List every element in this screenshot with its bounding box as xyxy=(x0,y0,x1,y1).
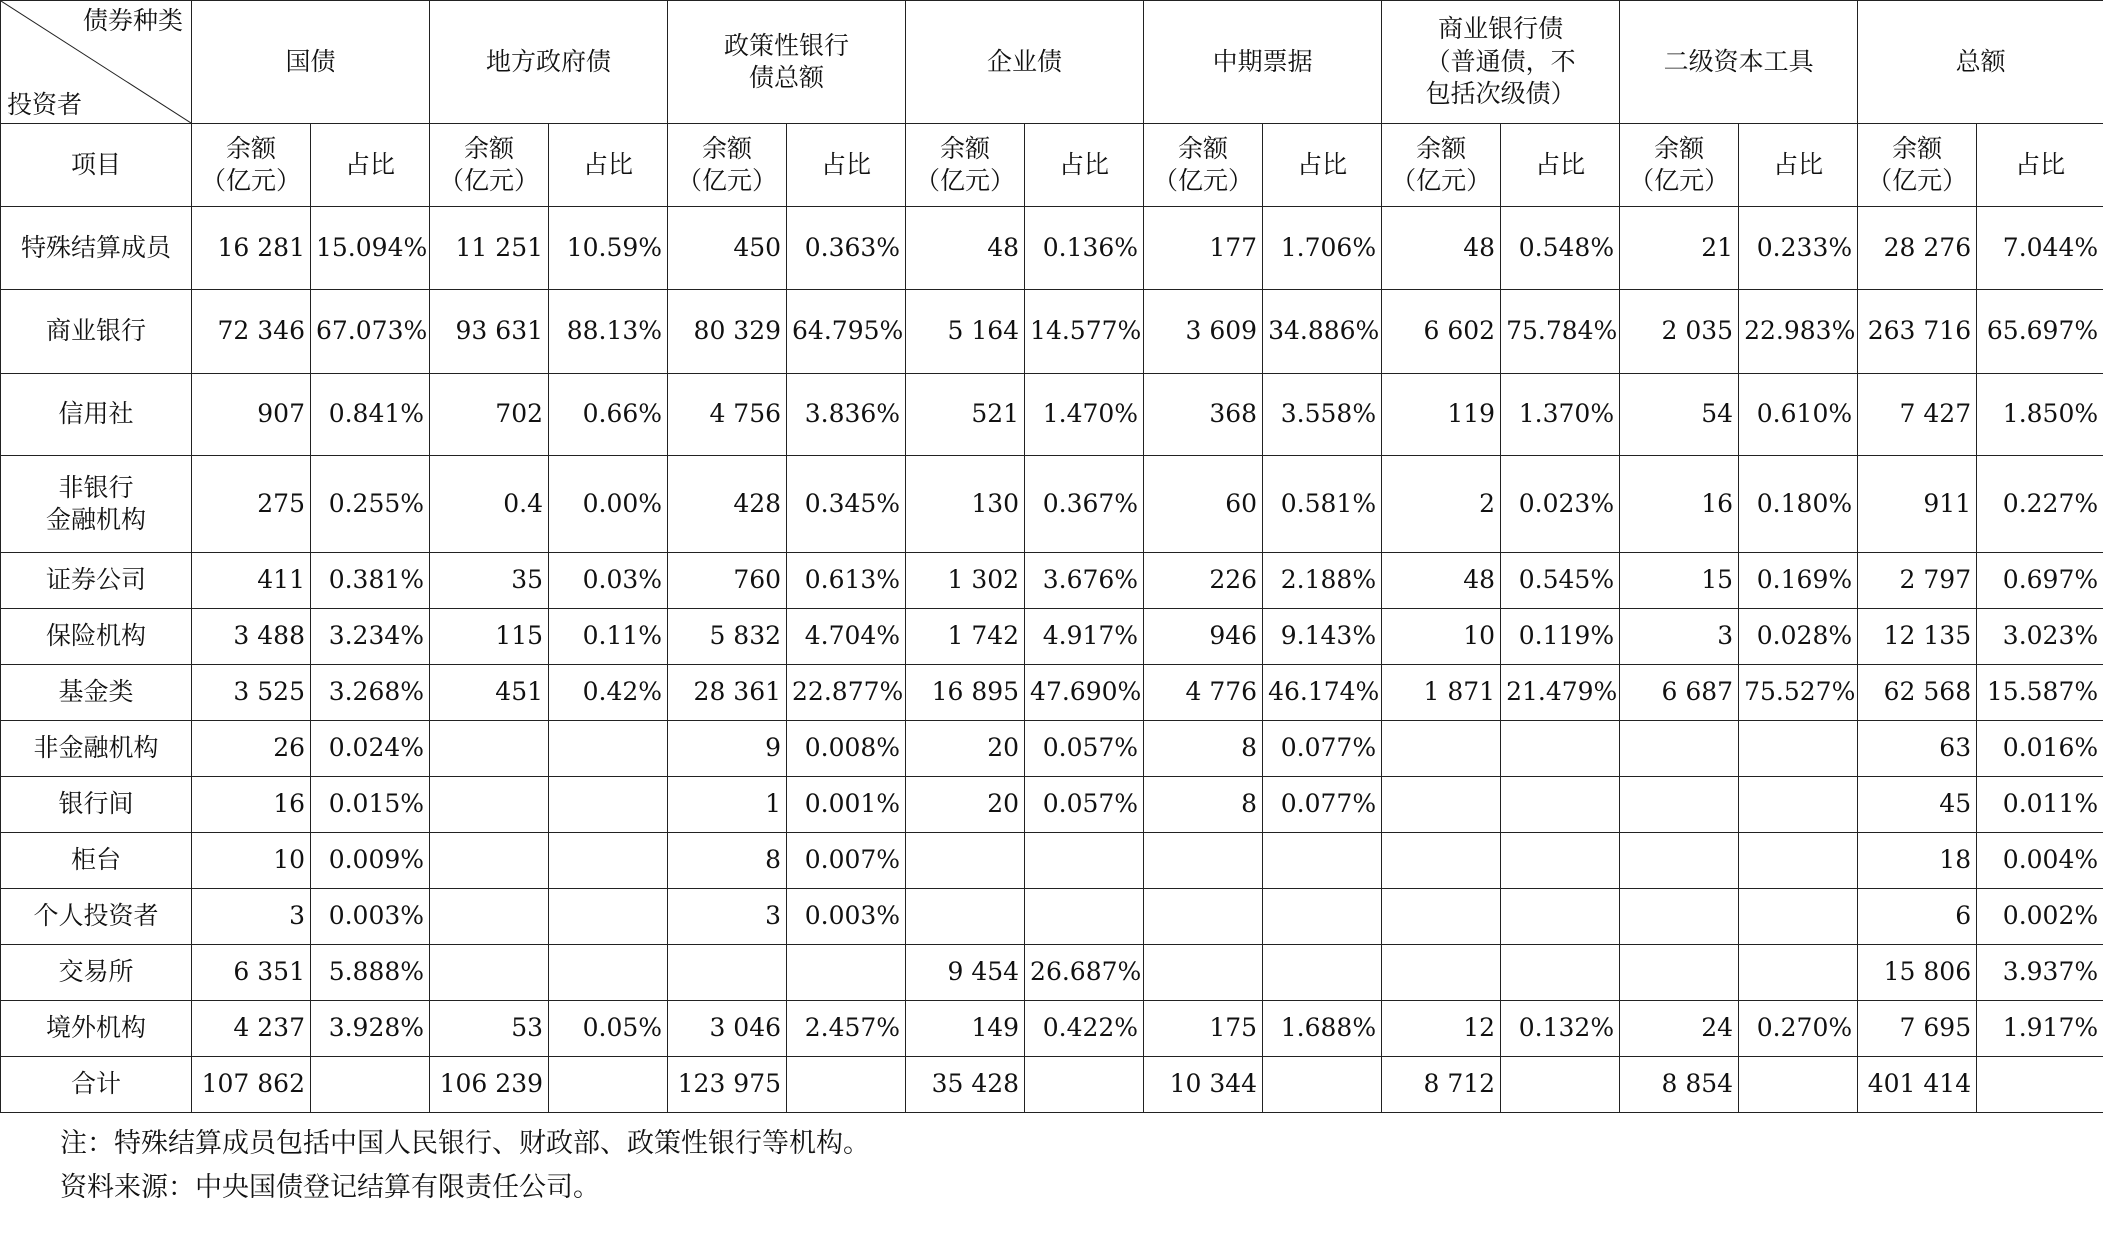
amount-cell: 401 414 xyxy=(1858,1057,1977,1113)
amount-cell: 7 427 xyxy=(1858,374,1977,456)
group-header: 企业债 xyxy=(906,1,1144,124)
amount-cell: 275 xyxy=(192,456,311,553)
amount-cell: 8 712 xyxy=(1382,1057,1501,1113)
row-label: 境外机构 xyxy=(1,1001,192,1057)
amount-cell: 2 035 xyxy=(1620,290,1739,374)
share-cell xyxy=(1263,833,1382,889)
share-cell: 0.011% xyxy=(1977,777,2103,833)
amount-cell: 35 428 xyxy=(906,1057,1025,1113)
amount-cell: 368 xyxy=(1144,374,1263,456)
share-cell: 0.169% xyxy=(1739,553,1858,609)
share-cell: 1.470% xyxy=(1025,374,1144,456)
amount-cell: 80 329 xyxy=(668,290,787,374)
amount-cell: 24 xyxy=(1620,1001,1739,1057)
share-cell: 1.688% xyxy=(1263,1001,1382,1057)
group-header: 中期票据 xyxy=(1144,1,1382,124)
share-cell: 0.180% xyxy=(1739,456,1858,553)
share-cell xyxy=(549,833,668,889)
share-cell: 75.527% xyxy=(1739,665,1858,721)
share-cell xyxy=(1739,1057,1858,1113)
share-cell: 7.044% xyxy=(1977,207,2103,290)
share-subheader: 占比 xyxy=(787,124,906,207)
amount-cell: 48 xyxy=(1382,553,1501,609)
share-subheader: 占比 xyxy=(311,124,430,207)
share-cell: 1.917% xyxy=(1977,1001,2103,1057)
amount-cell: 123 975 xyxy=(668,1057,787,1113)
share-cell xyxy=(1025,889,1144,945)
group-header: 地方政府债 xyxy=(430,1,668,124)
amount-cell: 107 862 xyxy=(192,1057,311,1113)
share-cell: 1.850% xyxy=(1977,374,2103,456)
amount-subheader: 余额 （亿元） xyxy=(1620,124,1739,207)
share-cell: 0.00% xyxy=(549,456,668,553)
share-cell: 5.888% xyxy=(311,945,430,1001)
amount-cell: 4 756 xyxy=(668,374,787,456)
share-cell xyxy=(1263,1057,1382,1113)
share-cell: 0.610% xyxy=(1739,374,1858,456)
amount-cell: 760 xyxy=(668,553,787,609)
amount-cell xyxy=(1144,945,1263,1001)
share-cell xyxy=(1501,889,1620,945)
share-cell: 2.457% xyxy=(787,1001,906,1057)
amount-cell xyxy=(1382,777,1501,833)
share-cell: 47.690% xyxy=(1025,665,1144,721)
corner-bond-type-label: 债券种类 xyxy=(82,6,183,35)
amount-cell: 411 xyxy=(192,553,311,609)
table-row xyxy=(1,290,2103,374)
share-cell xyxy=(1501,945,1620,1001)
amount-cell xyxy=(1144,833,1263,889)
amount-cell: 149 xyxy=(906,1001,1025,1057)
share-cell xyxy=(1739,889,1858,945)
amount-cell: 3 046 xyxy=(668,1001,787,1057)
amount-cell: 8 854 xyxy=(1620,1057,1739,1113)
header-row-subcolumns xyxy=(1,124,2103,207)
table-row xyxy=(1,609,2103,665)
amount-subheader: 余额 （亿元） xyxy=(1382,124,1501,207)
amount-cell: 3 xyxy=(668,889,787,945)
share-cell xyxy=(1739,721,1858,777)
amount-cell: 130 xyxy=(906,456,1025,553)
share-subheader: 占比 xyxy=(1501,124,1620,207)
share-cell: 3.558% xyxy=(1263,374,1382,456)
row-label: 保险机构 xyxy=(1,609,192,665)
amount-cell: 35 xyxy=(430,553,549,609)
amount-cell: 6 351 xyxy=(192,945,311,1001)
share-cell: 0.008% xyxy=(787,721,906,777)
amount-cell: 4 237 xyxy=(192,1001,311,1057)
share-cell: 3.928% xyxy=(311,1001,430,1057)
share-cell: 0.233% xyxy=(1739,207,1858,290)
share-cell: 0.841% xyxy=(311,374,430,456)
amount-cell xyxy=(1620,889,1739,945)
amount-cell: 28 361 xyxy=(668,665,787,721)
amount-cell: 175 xyxy=(1144,1001,1263,1057)
amount-cell: 907 xyxy=(192,374,311,456)
amount-cell: 428 xyxy=(668,456,787,553)
share-cell: 0.132% xyxy=(1501,1001,1620,1057)
share-cell: 15.094% xyxy=(311,207,430,290)
share-cell: 0.057% xyxy=(1025,777,1144,833)
share-cell xyxy=(549,1057,668,1113)
amount-cell: 450 xyxy=(668,207,787,290)
amount-cell: 3 488 xyxy=(192,609,311,665)
amount-cell: 60 xyxy=(1144,456,1263,553)
share-cell: 0.227% xyxy=(1977,456,2103,553)
amount-cell: 263 716 xyxy=(1858,290,1977,374)
share-cell: 0.255% xyxy=(311,456,430,553)
share-cell: 0.66% xyxy=(549,374,668,456)
share-cell: 0.581% xyxy=(1263,456,1382,553)
share-cell xyxy=(1025,833,1144,889)
share-cell: 0.05% xyxy=(549,1001,668,1057)
share-cell: 3.234% xyxy=(311,609,430,665)
table-row xyxy=(1,833,2103,889)
share-cell xyxy=(1025,1057,1144,1113)
table-row xyxy=(1,207,2103,290)
amount-cell xyxy=(1382,889,1501,945)
amount-subheader: 余额 （亿元） xyxy=(668,124,787,207)
table-row xyxy=(1,665,2103,721)
share-cell: 0.42% xyxy=(549,665,668,721)
table-notes xyxy=(60,1122,870,1210)
amount-cell: 93 631 xyxy=(430,290,549,374)
amount-subheader: 余额 （亿元） xyxy=(1858,124,1977,207)
amount-cell: 946 xyxy=(1144,609,1263,665)
amount-cell: 8 xyxy=(668,833,787,889)
share-cell: 3.676% xyxy=(1025,553,1144,609)
share-cell: 0.028% xyxy=(1739,609,1858,665)
amount-cell: 911 xyxy=(1858,456,1977,553)
amount-cell: 20 xyxy=(906,721,1025,777)
amount-cell: 18 xyxy=(1858,833,1977,889)
share-cell: 0.03% xyxy=(549,553,668,609)
share-cell: 2.188% xyxy=(1263,553,1382,609)
share-cell: 75.784% xyxy=(1501,290,1620,374)
share-cell: 46.174% xyxy=(1263,665,1382,721)
share-cell: 0.001% xyxy=(787,777,906,833)
share-cell: 1.370% xyxy=(1501,374,1620,456)
amount-cell: 8 xyxy=(1144,777,1263,833)
share-cell xyxy=(787,1057,906,1113)
share-cell: 0.136% xyxy=(1025,207,1144,290)
amount-cell: 7 695 xyxy=(1858,1001,1977,1057)
amount-cell: 3 xyxy=(1620,609,1739,665)
share-cell: 0.11% xyxy=(549,609,668,665)
share-cell: 0.270% xyxy=(1739,1001,1858,1057)
share-cell: 0.545% xyxy=(1501,553,1620,609)
amount-cell xyxy=(430,833,549,889)
amount-cell xyxy=(906,833,1025,889)
share-cell: 0.015% xyxy=(311,777,430,833)
share-cell xyxy=(1739,833,1858,889)
share-cell: 1.706% xyxy=(1263,207,1382,290)
table-row xyxy=(1,456,2103,553)
amount-subheader: 余额 （亿元） xyxy=(430,124,549,207)
amount-cell: 11 251 xyxy=(430,207,549,290)
amount-cell: 6 xyxy=(1858,889,1977,945)
amount-subheader: 余额 （亿元） xyxy=(906,124,1025,207)
table-row xyxy=(1,721,2103,777)
share-cell xyxy=(1739,945,1858,1001)
amount-cell: 15 806 xyxy=(1858,945,1977,1001)
amount-cell: 2 797 xyxy=(1858,553,1977,609)
amount-cell xyxy=(668,945,787,1001)
row-label: 柜台 xyxy=(1,833,192,889)
amount-cell: 10 xyxy=(1382,609,1501,665)
amount-cell: 1 871 xyxy=(1382,665,1501,721)
amount-cell: 2 xyxy=(1382,456,1501,553)
source-line: 资料来源：中央国债登记结算有限责任公司。 xyxy=(60,1172,600,1203)
amount-cell xyxy=(906,889,1025,945)
amount-cell: 16 281 xyxy=(192,207,311,290)
amount-cell: 0.4 xyxy=(430,456,549,553)
share-cell: 0.077% xyxy=(1263,777,1382,833)
amount-cell: 10 xyxy=(192,833,311,889)
amount-cell: 12 135 xyxy=(1858,609,1977,665)
share-cell xyxy=(1263,945,1382,1001)
amount-cell: 521 xyxy=(906,374,1025,456)
amount-cell: 21 xyxy=(1620,207,1739,290)
amount-cell: 115 xyxy=(430,609,549,665)
amount-cell: 12 xyxy=(1382,1001,1501,1057)
table-row xyxy=(1,374,2103,456)
share-cell xyxy=(549,889,668,945)
amount-cell: 9 454 xyxy=(906,945,1025,1001)
share-cell xyxy=(311,1057,430,1113)
share-cell xyxy=(1977,1057,2103,1113)
share-cell: 0.003% xyxy=(787,889,906,945)
share-subheader: 占比 xyxy=(1025,124,1144,207)
amount-cell xyxy=(1382,721,1501,777)
amount-cell xyxy=(430,889,549,945)
share-cell: 0.345% xyxy=(787,456,906,553)
amount-cell: 451 xyxy=(430,665,549,721)
share-cell xyxy=(1501,1057,1620,1113)
share-cell: 3.836% xyxy=(787,374,906,456)
table-row xyxy=(1,777,2103,833)
row-label: 特殊结算成员 xyxy=(1,207,192,290)
group-header: 总额 xyxy=(1858,1,2103,124)
group-header: 政策性银行 债总额 xyxy=(668,1,906,124)
share-subheader: 占比 xyxy=(1263,124,1382,207)
amount-cell: 119 xyxy=(1382,374,1501,456)
share-cell: 0.422% xyxy=(1025,1001,1144,1057)
share-cell: 0.009% xyxy=(311,833,430,889)
share-cell: 0.057% xyxy=(1025,721,1144,777)
amount-cell xyxy=(1620,833,1739,889)
share-cell: 34.886% xyxy=(1263,290,1382,374)
share-cell: 15.587% xyxy=(1977,665,2103,721)
share-cell: 22.877% xyxy=(787,665,906,721)
share-cell xyxy=(1263,889,1382,945)
amount-cell xyxy=(1144,889,1263,945)
row-label: 商业银行 xyxy=(1,290,192,374)
amount-cell: 45 xyxy=(1858,777,1977,833)
amount-cell: 177 xyxy=(1144,207,1263,290)
share-subheader: 占比 xyxy=(1977,124,2103,207)
share-cell: 3.023% xyxy=(1977,609,2103,665)
corner-cell xyxy=(1,1,192,124)
share-cell: 0.004% xyxy=(1977,833,2103,889)
share-cell xyxy=(1739,777,1858,833)
amount-cell xyxy=(1620,777,1739,833)
amount-cell: 702 xyxy=(430,374,549,456)
share-cell: 14.577% xyxy=(1025,290,1144,374)
share-cell: 65.697% xyxy=(1977,290,2103,374)
amount-cell: 8 xyxy=(1144,721,1263,777)
amount-cell: 5 832 xyxy=(668,609,787,665)
share-cell: 10.59% xyxy=(549,207,668,290)
amount-cell: 20 xyxy=(906,777,1025,833)
share-cell: 0.367% xyxy=(1025,456,1144,553)
share-subheader: 占比 xyxy=(1739,124,1858,207)
table-row xyxy=(1,1001,2103,1057)
row-label: 基金类 xyxy=(1,665,192,721)
share-cell: 0.613% xyxy=(787,553,906,609)
amount-cell xyxy=(430,721,549,777)
amount-cell: 1 xyxy=(668,777,787,833)
row-label: 银行间 xyxy=(1,777,192,833)
share-subheader: 占比 xyxy=(549,124,668,207)
amount-cell xyxy=(1382,945,1501,1001)
share-cell: 4.917% xyxy=(1025,609,1144,665)
share-cell: 0.016% xyxy=(1977,721,2103,777)
share-cell: 0.381% xyxy=(311,553,430,609)
share-cell xyxy=(549,777,668,833)
amount-cell: 3 xyxy=(192,889,311,945)
share-cell: 0.003% xyxy=(311,889,430,945)
share-cell: 4.704% xyxy=(787,609,906,665)
share-cell xyxy=(787,945,906,1001)
share-cell: 0.548% xyxy=(1501,207,1620,290)
amount-cell: 5 164 xyxy=(906,290,1025,374)
share-cell: 0.024% xyxy=(311,721,430,777)
share-cell: 64.795% xyxy=(787,290,906,374)
amount-cell xyxy=(1620,721,1739,777)
share-cell xyxy=(1501,833,1620,889)
amount-cell: 48 xyxy=(906,207,1025,290)
share-cell: 3.268% xyxy=(311,665,430,721)
amount-cell: 16 xyxy=(1620,456,1739,553)
amount-cell: 63 xyxy=(1858,721,1977,777)
amount-cell: 72 346 xyxy=(192,290,311,374)
share-cell: 0.023% xyxy=(1501,456,1620,553)
amount-cell: 6 687 xyxy=(1620,665,1739,721)
group-header: 国债 xyxy=(192,1,430,124)
share-cell: 0.697% xyxy=(1977,553,2103,609)
share-cell xyxy=(549,945,668,1001)
amount-cell xyxy=(1382,833,1501,889)
share-cell: 9.143% xyxy=(1263,609,1382,665)
share-cell xyxy=(549,721,668,777)
amount-cell: 9 xyxy=(668,721,787,777)
table-row xyxy=(1,553,2103,609)
row-label: 交易所 xyxy=(1,945,192,1001)
share-cell: 0.007% xyxy=(787,833,906,889)
row-label: 证券公司 xyxy=(1,553,192,609)
header-row-groups xyxy=(1,1,2103,124)
table-row xyxy=(1,1057,2103,1113)
row-label: 信用社 xyxy=(1,374,192,456)
amount-cell xyxy=(1620,945,1739,1001)
amount-cell: 16 895 xyxy=(906,665,1025,721)
group-header: 二级资本工具 xyxy=(1620,1,1858,124)
share-cell: 0.363% xyxy=(787,207,906,290)
table-body xyxy=(1,207,2103,1113)
amount-cell: 62 568 xyxy=(1858,665,1977,721)
table-row xyxy=(1,945,2103,1001)
amount-cell: 15 xyxy=(1620,553,1739,609)
amount-subheader: 余额 （亿元） xyxy=(192,124,311,207)
amount-cell: 3 525 xyxy=(192,665,311,721)
row-label: 个人投资者 xyxy=(1,889,192,945)
amount-cell xyxy=(430,945,549,1001)
amount-cell: 3 609 xyxy=(1144,290,1263,374)
amount-cell: 226 xyxy=(1144,553,1263,609)
table-row xyxy=(1,889,2103,945)
share-cell: 88.13% xyxy=(549,290,668,374)
amount-cell: 54 xyxy=(1620,374,1739,456)
group-header: 商业银行债 （普通债，不 包括次级债） xyxy=(1382,1,1620,124)
amount-cell: 1 302 xyxy=(906,553,1025,609)
item-column-header: 项目 xyxy=(1,124,192,207)
row-label: 非银行 金融机构 xyxy=(1,456,192,553)
note-line: 注：特殊结算成员包括中国人民银行、财政部、政策性银行等机构。 xyxy=(60,1128,870,1159)
share-cell: 3.937% xyxy=(1977,945,2103,1001)
share-cell xyxy=(1501,721,1620,777)
share-cell: 26.687% xyxy=(1025,945,1144,1001)
amount-cell: 4 776 xyxy=(1144,665,1263,721)
share-cell: 22.983% xyxy=(1739,290,1858,374)
share-cell: 0.077% xyxy=(1263,721,1382,777)
corner-investor-label: 投资者 xyxy=(7,89,83,119)
share-cell: 67.073% xyxy=(311,290,430,374)
amount-cell: 28 276 xyxy=(1858,207,1977,290)
amount-cell: 16 xyxy=(192,777,311,833)
amount-cell: 26 xyxy=(192,721,311,777)
amount-cell xyxy=(430,777,549,833)
row-label: 非金融机构 xyxy=(1,721,192,777)
amount-cell: 53 xyxy=(430,1001,549,1057)
share-cell xyxy=(1501,777,1620,833)
amount-cell: 106 239 xyxy=(430,1057,549,1113)
row-label: 合计 xyxy=(1,1057,192,1113)
amount-cell: 48 xyxy=(1382,207,1501,290)
share-cell: 21.479% xyxy=(1501,665,1620,721)
amount-subheader: 余额 （亿元） xyxy=(1144,124,1263,207)
amount-cell: 10 344 xyxy=(1144,1057,1263,1113)
share-cell: 0.002% xyxy=(1977,889,2103,945)
share-cell: 0.119% xyxy=(1501,609,1620,665)
amount-cell: 6 602 xyxy=(1382,290,1501,374)
amount-cell: 1 742 xyxy=(906,609,1025,665)
